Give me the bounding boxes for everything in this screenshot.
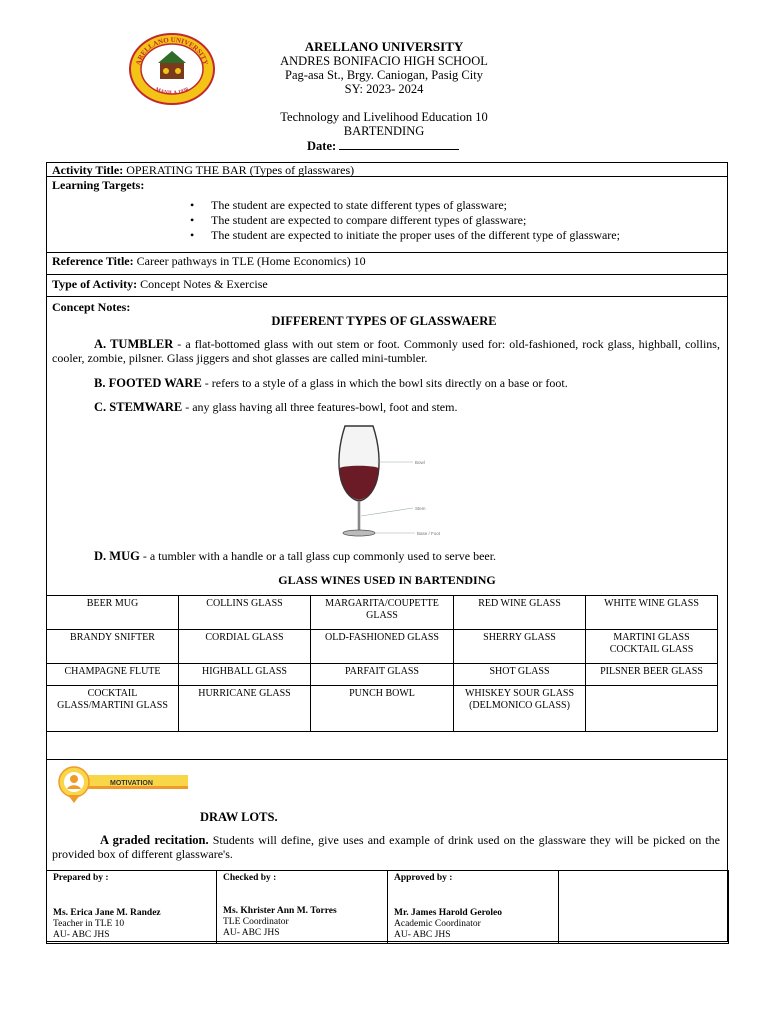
motivation-badge: [58, 766, 190, 808]
concept-heading: DIFFERENT TYPES OF GLASSWAERE: [271, 314, 497, 328]
prepared-by-cell: [47, 871, 217, 944]
table-row: [47, 630, 718, 664]
table-cell: CHAMPAGNE FLUTE: [47, 664, 179, 686]
date-field[interactable]: [339, 138, 459, 150]
concept-item-mug: [94, 549, 496, 563]
approved-role: Academic Coordinator: [394, 919, 481, 929]
logo-text-bottom: MANILA 1938: [154, 86, 190, 97]
checked-label: Checked by :: [223, 873, 277, 883]
concept-desc: - a tumbler with a handle or a tall glass cup commonly used to serve beer.: [139, 549, 497, 563]
concept-notes-label: Concept Notes:: [52, 300, 131, 314]
approved-name: Mr. James Harold Geroleo: [394, 908, 503, 918]
table-cell: MARTINI GLASS COCKTAIL GLASS: [586, 630, 718, 664]
list-item: • The student are expected to compare different types of glassware;: [190, 213, 620, 228]
reference-value: Career pathways in TLE (Home Economics) 10: [136, 254, 366, 268]
concept-item-footed-ware: [94, 376, 568, 390]
table-cell: SHOT GLASS: [454, 664, 586, 686]
concept-term: C. STEMWARE: [94, 400, 183, 414]
topic-title: BARTENDING: [343, 124, 425, 138]
table-cell: CORDIAL GLASS: [179, 630, 311, 664]
learning-targets-label: Learning Targets:: [52, 178, 145, 192]
prepared-name: Ms. Erica Jane M. Randez: [53, 908, 161, 918]
table-cell: HIGHBALL GLASS: [179, 664, 311, 686]
reference-label: Reference Title:: [52, 254, 134, 268]
school-name: ANDRES BONIFACIO HIGH SCHOOL: [280, 54, 488, 68]
checked-name: Ms. Khrister Ann M. Torres: [223, 906, 337, 916]
prepared-label: Prepared by :: [53, 873, 109, 883]
activity-type-value: Concept Notes & Exercise: [140, 277, 268, 291]
prepared-org: AU- ABC JHS: [53, 930, 110, 940]
motivation-badge-text: MOTIVATION: [110, 780, 153, 787]
prepared-role: Teacher in TLE 10: [53, 919, 125, 929]
list-item: • The student are expected to initiate the proper uses of the different type of glassware;: [190, 228, 620, 243]
logo-text-top: ARELLANO UNIVERSITY: [134, 35, 210, 66]
school-address: Pag-asa St., Brgy. Caniogan, Pasig City: [285, 68, 483, 82]
empty-cell: [559, 871, 729, 944]
recitation-paragraph: [52, 833, 720, 861]
draw-lots-heading: DRAW LOTS.: [200, 810, 278, 824]
concept-item-tumbler: [52, 337, 720, 365]
concept-desc: - a flat-bottomed glass with out stem or foot. Commonly used for: old-fashioned, rock glass, highball, collins, cooler, zombie, pilsner. Glass jiggers and shot glasses are called mini-tumbler.: [52, 337, 720, 365]
glass-label-base: Base / Foot: [417, 531, 441, 536]
table-cell: [586, 686, 718, 732]
concept-term: D. MUG: [94, 549, 140, 563]
divider: [46, 296, 728, 297]
date-line: [307, 138, 459, 153]
approved-by-cell: [388, 871, 559, 944]
subject-title: Technology and Livelihood Education 10: [280, 110, 488, 124]
table-cell: PILSNER BEER GLASS: [586, 664, 718, 686]
table-cell: WHITE WINE GLASS: [586, 596, 718, 630]
activity-type-row: [52, 277, 268, 291]
table-cell: COLLINS GLASS: [179, 596, 311, 630]
wines-heading: GLASS WINES USED IN BARTENDING: [278, 573, 496, 587]
approved-org: AU- ABC JHS: [394, 930, 451, 940]
concept-item-stemware: [94, 400, 457, 414]
divider: [46, 274, 728, 275]
recitation-bold: A graded recitation.: [100, 833, 209, 847]
table-cell: BEER MUG: [47, 596, 179, 630]
date-label: Date:: [307, 139, 337, 153]
table-cell: PUNCH BOWL: [311, 686, 454, 732]
table-row: [47, 596, 718, 630]
divider: [46, 252, 728, 253]
signature-table: [46, 870, 729, 944]
table-cell: HURRICANE GLASS: [179, 686, 311, 732]
recitation-text: Students will define, give uses and example of drink used on the glassware they will be picked on the provided box of different glassware's.: [52, 833, 720, 861]
table-cell: SHERRY GLASS: [454, 630, 586, 664]
table-cell: PARFAIT GLASS: [311, 664, 454, 686]
glassware-table: [46, 595, 718, 732]
concept-term: B. FOOTED WARE: [94, 376, 202, 390]
concept-desc: - any glass having all three features-bowl, foot and stem.: [182, 400, 458, 414]
activity-title-row: [52, 163, 354, 177]
table-row: [47, 664, 718, 686]
glass-label-bowl: Bowl: [415, 460, 425, 465]
reference-row: [52, 254, 366, 268]
activity-title-label: Activity Title:: [52, 163, 124, 177]
table-cell: COCKTAIL GLASS/MARTINI GLASS: [47, 686, 179, 732]
table-cell: OLD-FASHIONED GLASS: [311, 630, 454, 664]
approved-label: Approved by :: [394, 873, 453, 883]
list-item: • The student are expected to state different types of glassware;: [190, 198, 620, 213]
table-cell: BRANDY SNIFTER: [47, 630, 179, 664]
table-cell: RED WINE GLASS: [454, 596, 586, 630]
checked-org: AU- ABC JHS: [223, 928, 280, 938]
table-row: [47, 686, 718, 732]
concept-desc: - refers to a style of a glass in which the bowl sits directly on a base or foot.: [201, 376, 568, 390]
checked-role: TLE Coordinator: [223, 917, 289, 927]
wine-glass-image: [325, 424, 455, 543]
school-year: SY: 2023- 2024: [344, 82, 424, 96]
table-row: [47, 871, 729, 944]
checked-by-cell: [217, 871, 388, 944]
learning-targets-list: [190, 198, 620, 243]
divider: [46, 759, 728, 760]
university-name: ARELLANO UNIVERSITY: [304, 39, 464, 54]
concept-term: A. TUMBLER: [94, 337, 174, 351]
activity-type-label: Type of Activity:: [52, 277, 138, 291]
glass-label-stem: Stem: [415, 506, 426, 511]
table-cell: WHISKEY SOUR GLASS (DELMONICO GLASS): [454, 686, 586, 732]
activity-title-value: OPERATING THE BAR (Types of glasswares): [126, 163, 355, 177]
table-cell: MARGARITA/COUPETTE GLASS: [311, 596, 454, 630]
